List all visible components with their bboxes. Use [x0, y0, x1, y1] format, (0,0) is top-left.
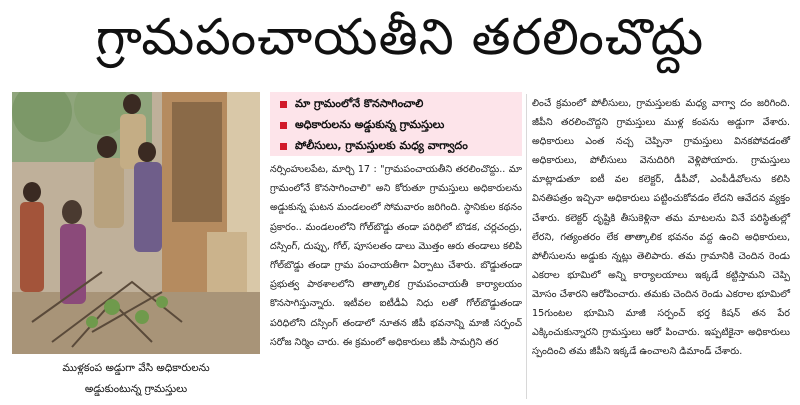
- highlight-item: [280, 115, 522, 136]
- column-divider: [526, 94, 527, 399]
- bullet-square-icon: [280, 143, 287, 150]
- headline: గ్రామపంచాయతీని తరలించొద్దు: [95, 7, 705, 66]
- article-column-1: [270, 160, 522, 352]
- bullet-square-icon: [280, 122, 287, 129]
- highlight-text: పోలీసులు, గ్రామస్తులకు మధ్య వాగ్వాదం: [295, 138, 468, 152]
- bullet-square-icon: [280, 101, 287, 108]
- highlights-box: [270, 92, 522, 156]
- highlight-item: [280, 136, 522, 157]
- photo-caption-line-1: ముళ్లకంప అడ్డుగా వేసి అధికారులను: [62, 362, 210, 374]
- highlight-text: అధికారులను అడ్డుకున్న గ్రామస్తులు: [295, 117, 445, 131]
- photo-caption: [12, 358, 260, 400]
- highlight-item: [280, 94, 522, 115]
- news-photo: [12, 92, 260, 354]
- photo-caption-line-2: అడ్డుకుంటున్న గ్రామస్తులు: [84, 383, 188, 395]
- article-text-col-2: లించే క్రమంలో పోలీసులు, గ్రామస్తులకు మధ్య వాగ్వా దం జరిగింది. జీపీని తరలించొద్దని గ్రామస్తులు ముళ్ల కంపను అడ్డుగా వేశారు. అధికారులు ఎంత నచ్చ చెప్పినా గ్రామస్తులు వినకపోవడంతో అధికారులు, పోలీసులు వెనుదిరిగి వెళ్లిపోయారు. గ్రామస్తులు మాట్లాడుతూ ఐటీ వల కలెక్టర్, డీపీవో, ఎంపీడీవోలను కలిసి వినతిపత్రం ఇచ్చినా అధికారులు పట్టించుకోవడం లేదని ఆవేదన వ్యక్తం చేశారు. కలెక్టర్ దృష్టికి తీసుకెళ్లినా తమ మాటలను వినే పరిస్థితుల్లో లేరని, గత్యంతరం లేక తాత్కాలిక భవనం వద్ద ఉంచి అధికారులు, పోలీసులను అడ్డుకు న్నట్లు తెలిపారు. తమ గ్రామానికి చెందిన రెండు ఎకరాల భూమిలో అన్ని కార్యాలయాలు ఇక్కడే కట్టిస్తామని చెప్పి మోసం చేశారని ఆరోపించారు. తమకు చెందిన రెండు ఎకరాల భూమిలో 15గుంటల భూమిని మాజీ సర్పంచ్ భర్త కిషన్ తన పేర ఎక్కించుకున్నారని గ్రామస్తులు ఆరో పించారు. ఇప్పటికైనా అధికారులు స్పందించి తమ జీపీని ఇక్కడే ఉంచాలని డిమాండ్ చేశారు.: [532, 98, 790, 358]
- article-column-2: [532, 94, 790, 361]
- highlight-text: మా గ్రామంలోనే కొనసాగించాలి: [295, 96, 424, 110]
- article-text-col-1: నర్సింహులపేట, మార్చి 17 : "గ్రామపంచాయతీని తరలించొద్దు.. మా గ్రామంలోనే కొనసాగించాలి" అని కోరుతూ గ్రామస్తులు అధికారులను అడ్డుకున్న ఘటన మండలంలో సోమవారం జరిగింది. స్థానికుల కథనం ప్రకారం.. మండలంలోని గోల్‌బొడ్డు తండా పరిధిలో బొడక, చర్లచంద్రు, దస్సింగ్, దుప్పు, గోల్, పూసలతం డాలు మొత్తం ఆరు తండాలు కలిపి గోల్‌బొడ్డు తండా గ్రామ పంచాయతీగా ఏర్పాటు చేశారు. బొడ్డుతండా ప్రభుత్వ పాఠశాలలోని తాత్కాలిక గ్రామపంచాయతీ కార్యాలయం కొనసాగిస్తున్నారు. ఇటీవల ఐటీడీఏ నిధు లతో గోల్‌బొడ్డుతండా పరిధిలోని దస్సింగ్ తండాలో నూతన జీపీ భవనాన్ని మాజీ సర్పంచ్ సరోజ నిర్మిం చారు. ఈ క్రమంలో అధికారులు జీపీ సామగ్రిని తర: [270, 164, 522, 348]
